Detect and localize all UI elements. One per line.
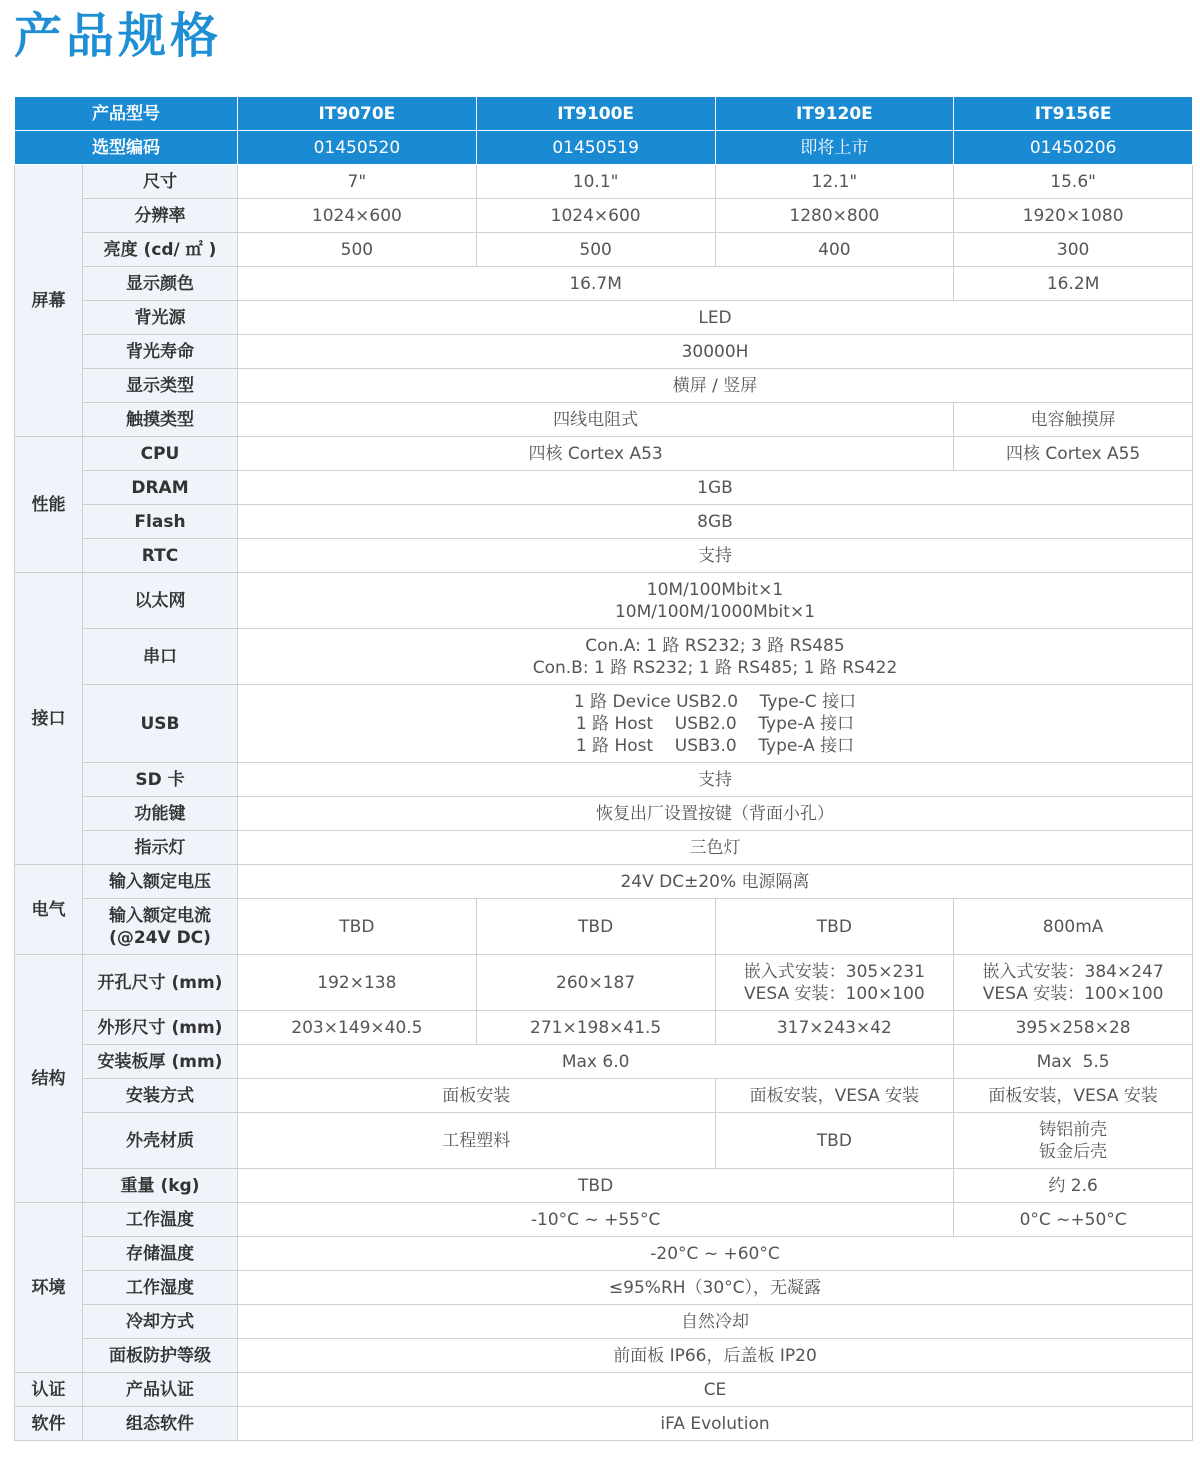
spec-value: 四核 Cortex A55 — [954, 437, 1193, 471]
row-label: 产品认证 — [83, 1373, 238, 1407]
category-electrical: 电气 — [15, 865, 83, 955]
spec-row — [15, 573, 1193, 629]
row-label: 工作湿度 — [83, 1271, 238, 1305]
usb-line: 1 路 Host USB3.0 Type-A 接口 — [575, 735, 855, 756]
spec-value: 四核 Cortex A53 — [238, 437, 954, 471]
row-label-line: (@24V DC) — [109, 927, 211, 948]
spec-value: 271×198×41.5 — [476, 1011, 715, 1045]
model-name: IT9120E — [715, 97, 954, 131]
spec-value — [954, 955, 1193, 1011]
spec-value: 自然冷却 — [238, 1305, 1193, 1339]
ethernet-line: 10M/100Mbit×1 — [646, 579, 784, 600]
spec-value: 三色灯 — [238, 831, 1193, 865]
row-label: 工作温度 — [83, 1203, 238, 1237]
serial-line: Con.A: 1 路 RS232; 3 路 RS485 — [585, 635, 845, 656]
spec-value: 面板安装，VESA 安装 — [954, 1079, 1193, 1113]
spec-row — [15, 471, 1193, 505]
ethernet-line: 10M/100M/1000Mbit×1 — [614, 601, 816, 622]
row-label: 串口 — [83, 629, 238, 685]
spec-row — [15, 335, 1193, 369]
spec-value: 前面板 IP66，后盖板 IP20 — [238, 1339, 1193, 1373]
spec-value: 395×258×28 — [954, 1011, 1193, 1045]
spec-row — [15, 1407, 1193, 1441]
row-label: 功能键 — [83, 797, 238, 831]
spec-value: 1024×600 — [476, 199, 715, 233]
spec-value: 12.1" — [715, 165, 954, 199]
spec-value: 横屏 / 竖屏 — [238, 369, 1193, 403]
usb-line: 1 路 Device USB2.0 Type-C 接口 — [573, 691, 857, 712]
spec-value: 16.2M — [954, 267, 1193, 301]
spec-value: 支持 — [238, 539, 1193, 573]
spec-value: 0°C ~+50°C — [954, 1203, 1193, 1237]
spec-value: Max 5.5 — [954, 1045, 1193, 1079]
spec-value: 16.7M — [238, 267, 954, 301]
row-label: 亮度 (cd/ ㎡ ) — [83, 233, 238, 267]
spec-value: 四线电阻式 — [238, 403, 954, 437]
spec-row — [15, 369, 1193, 403]
model-name: IT9156E — [954, 97, 1193, 131]
spec-value: 192×138 — [238, 955, 477, 1011]
row-label: 显示类型 — [83, 369, 238, 403]
spec-value: TBD — [715, 899, 954, 955]
spec-value: TBD — [476, 899, 715, 955]
row-label: 安装方式 — [83, 1079, 238, 1113]
spec-row — [15, 1339, 1193, 1373]
material-line: 钣金后壳 — [1039, 1141, 1108, 1162]
spec-row — [15, 199, 1193, 233]
spec-value: 30000H — [238, 335, 1193, 369]
category-screen: 屏幕 — [15, 165, 83, 437]
cutout-line: VESA 安装：100×100 — [982, 983, 1164, 1004]
spec-row — [15, 165, 1193, 199]
category-environment: 环境 — [15, 1203, 83, 1373]
spec-value: TBD — [715, 1113, 954, 1169]
serial-line: Con.B: 1 路 RS232; 1 路 RS485; 1 路 RS422 — [532, 657, 898, 678]
row-label: 冷却方式 — [83, 1305, 238, 1339]
row-label: 面板防护等级 — [83, 1339, 238, 1373]
row-label — [83, 899, 238, 955]
spec-row — [15, 955, 1193, 1011]
spec-row — [15, 763, 1193, 797]
cutout-line: 嵌入式安装：305×231 — [743, 961, 925, 982]
row-label: 分辨率 — [83, 199, 238, 233]
spec-value — [238, 685, 1193, 763]
spec-row — [15, 267, 1193, 301]
spec-value: 260×187 — [476, 955, 715, 1011]
spec-row — [15, 403, 1193, 437]
spec-value: 400 — [715, 233, 954, 267]
spec-row — [15, 629, 1193, 685]
spec-value: 1GB — [238, 471, 1193, 505]
spec-row — [15, 685, 1193, 763]
row-label: 组态软件 — [83, 1407, 238, 1441]
row-label: SD 卡 — [83, 763, 238, 797]
row-label: Flash — [83, 505, 238, 539]
model-label: 产品型号 — [15, 97, 238, 131]
row-label: 触摸类型 — [83, 403, 238, 437]
model-code: 01450206 — [954, 131, 1193, 165]
spec-row — [15, 831, 1193, 865]
row-label: 背光寿命 — [83, 335, 238, 369]
model-name: IT9070E — [238, 97, 477, 131]
row-label: 以太网 — [83, 573, 238, 629]
spec-value: TBD — [238, 1169, 954, 1203]
spec-value: 15.6" — [954, 165, 1193, 199]
row-label: 尺寸 — [83, 165, 238, 199]
spec-row — [15, 1113, 1193, 1169]
spec-value — [954, 1113, 1193, 1169]
spec-row — [15, 1305, 1193, 1339]
model-name: IT9100E — [476, 97, 715, 131]
spec-value: 1024×600 — [238, 199, 477, 233]
spec-value: 7" — [238, 165, 477, 199]
spec-value — [715, 955, 954, 1011]
code-label: 选型编码 — [15, 131, 238, 165]
spec-row — [15, 1237, 1193, 1271]
spec-value: TBD — [238, 899, 477, 955]
spec-row — [15, 301, 1193, 335]
row-label: 指示灯 — [83, 831, 238, 865]
spec-row — [15, 1203, 1193, 1237]
category-structure: 结构 — [15, 955, 83, 1203]
spec-value: 500 — [476, 233, 715, 267]
row-label: 重量 (kg) — [83, 1169, 238, 1203]
row-label: 显示颜色 — [83, 267, 238, 301]
spec-value: Max 6.0 — [238, 1045, 954, 1079]
spec-row — [15, 865, 1193, 899]
row-label: RTC — [83, 539, 238, 573]
spec-row — [15, 1169, 1193, 1203]
row-label: CPU — [83, 437, 238, 471]
row-label: USB — [83, 685, 238, 763]
spec-row — [15, 437, 1193, 471]
code-header-row — [15, 131, 1193, 165]
spec-row — [15, 1373, 1193, 1407]
row-label: 外壳材质 — [83, 1113, 238, 1169]
spec-value: 恢复出厂设置按键（背面小孔） — [238, 797, 1193, 831]
spec-value: iFA Evolution — [238, 1407, 1193, 1441]
spec-row — [15, 899, 1193, 955]
row-label: 开孔尺寸 (mm) — [83, 955, 238, 1011]
row-label: 存储温度 — [83, 1237, 238, 1271]
spec-value: ≤95%RH（30°C），无凝露 — [238, 1271, 1193, 1305]
spec-value: -20°C ~ +60°C — [238, 1237, 1193, 1271]
model-header-row — [15, 97, 1193, 131]
spec-value: 24V DC±20% 电源隔离 — [238, 865, 1193, 899]
spec-row — [15, 1079, 1193, 1113]
spec-row — [15, 797, 1193, 831]
row-label: 背光源 — [83, 301, 238, 335]
spec-table — [14, 96, 1193, 1441]
category-certification: 认证 — [15, 1373, 83, 1407]
spec-row — [15, 539, 1193, 573]
spec-value: 317×243×42 — [715, 1011, 954, 1045]
spec-value: 8GB — [238, 505, 1193, 539]
spec-value: 约 2.6 — [954, 1169, 1193, 1203]
spec-value — [238, 573, 1193, 629]
category-performance: 性能 — [15, 437, 83, 573]
spec-value: 1280×800 — [715, 199, 954, 233]
cutout-line: VESA 安装：100×100 — [744, 983, 925, 1004]
model-code: 01450520 — [238, 131, 477, 165]
spec-value: 电容触摸屏 — [954, 403, 1193, 437]
spec-value — [238, 629, 1193, 685]
material-line: 铸铝前壳 — [1039, 1119, 1108, 1140]
model-code: 即将上市 — [715, 131, 954, 165]
spec-row — [15, 1045, 1193, 1079]
row-label: DRAM — [83, 471, 238, 505]
spec-row — [15, 1011, 1193, 1045]
page-title: 产品规格 — [14, 8, 223, 64]
usb-line: 1 路 Host USB2.0 Type-A 接口 — [575, 713, 855, 734]
spec-value: 支持 — [238, 763, 1193, 797]
row-label: 输入额定电压 — [83, 865, 238, 899]
spec-value: 工程塑料 — [238, 1113, 716, 1169]
spec-value: 500 — [238, 233, 477, 267]
spec-value: 面板安装 — [238, 1079, 716, 1113]
row-label-line: 输入额定电流 — [109, 905, 211, 926]
category-interface: 接口 — [15, 573, 83, 865]
spec-value: CE — [238, 1373, 1193, 1407]
spec-value: 10.1" — [476, 165, 715, 199]
spec-row — [15, 1271, 1193, 1305]
spec-row — [15, 505, 1193, 539]
row-label: 安装板厚 (mm) — [83, 1045, 238, 1079]
row-label: 外形尺寸 (mm) — [83, 1011, 238, 1045]
spec-value: 800mA — [954, 899, 1193, 955]
spec-value: -10°C ~ +55°C — [238, 1203, 954, 1237]
model-code: 01450519 — [476, 131, 715, 165]
cutout-line: 嵌入式安装：384×247 — [982, 961, 1164, 982]
spec-row — [15, 233, 1193, 267]
spec-value: 面板安装，VESA 安装 — [715, 1079, 954, 1113]
spec-value: 1920×1080 — [954, 199, 1193, 233]
spec-value: LED — [238, 301, 1193, 335]
category-software: 软件 — [15, 1407, 83, 1441]
spec-value: 203×149×40.5 — [238, 1011, 477, 1045]
spec-value: 300 — [954, 233, 1193, 267]
